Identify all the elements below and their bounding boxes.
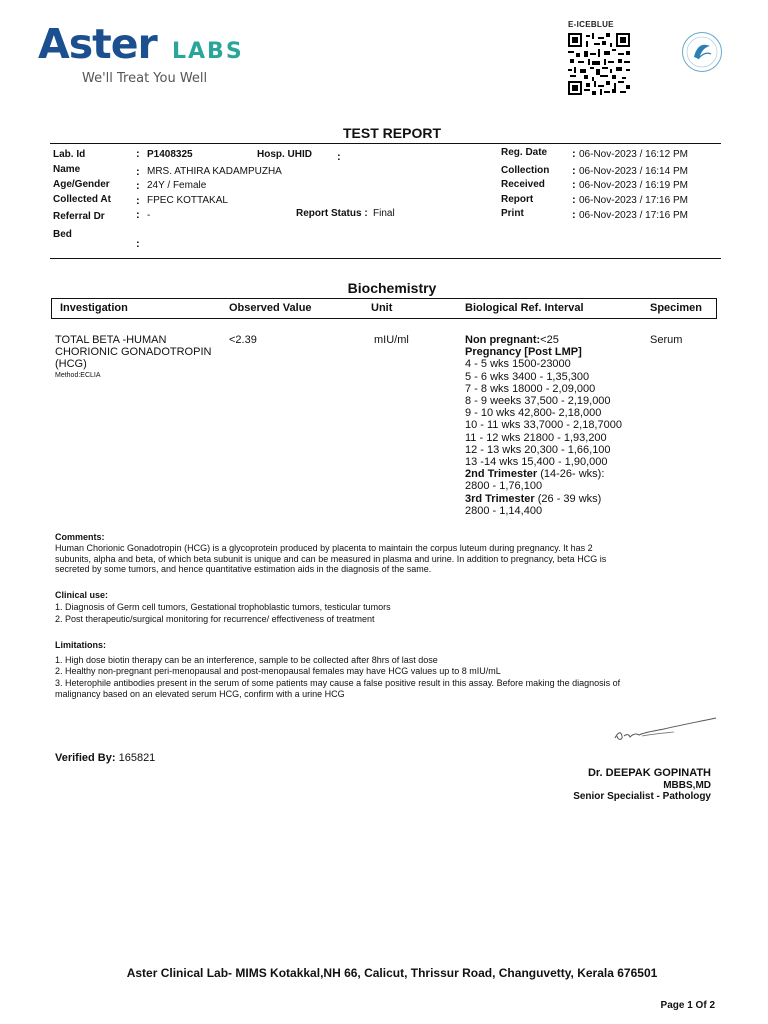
limitations-line: malignancy based on an elevated serum HCG, confirm with a urine HCG	[55, 688, 345, 699]
bed-label: Bed	[53, 229, 72, 240]
colon: :	[572, 209, 576, 221]
ref-2nd-weeks: (14-26- wks):	[537, 468, 605, 481]
ref-week-line: 7 - 8 wks 18000 - 2,09,000	[465, 382, 596, 395]
colon: :	[572, 194, 576, 206]
unit-value: mIU/ml	[374, 334, 409, 346]
ref-2nd-label: 2nd Trimester	[465, 468, 538, 481]
colon: :	[572, 165, 576, 177]
ref-3rd-weeks: (26 - 39 wks)	[534, 492, 602, 505]
investigation-line: CHORIONIC GONADOTROPIN	[55, 346, 212, 359]
specimen-value: Serum	[650, 334, 683, 346]
limitations-text	[55, 655, 705, 700]
collection-value: 06-Nov-2023 / 16:14 PM	[579, 166, 688, 177]
col-investigation: Investigation	[60, 302, 128, 314]
verified-value: 165821	[118, 752, 156, 764]
reg-date-label: Reg. Date	[501, 147, 548, 158]
ref-week-line: 10 - 11 wks 33,7000 - 2,18,7000	[465, 419, 622, 432]
clinical-use-text	[55, 602, 705, 625]
hosp-uhid-label: Hosp. UHID	[257, 149, 312, 160]
brand-tagline: We'll Treat You Well	[82, 71, 208, 86]
report-status-value: Final	[373, 208, 395, 219]
qr-code-icon	[568, 33, 630, 95]
comments-line: subunits, alpha and beta, of which beta subunit is unique and can be measured in plasma and urine. In addition to pregnancy, beta HCG is	[55, 553, 607, 564]
colon: :	[136, 166, 140, 178]
header-rule	[50, 143, 721, 144]
ref-week-line: 11 - 12 wks 21800 - 1,93,200	[465, 431, 607, 444]
comments-line: Human Chorionic Gonadotropin (HCG) is a glycoprotein produced by placenta to maintain the corpus luteum during pregnancy. It has 2	[55, 543, 593, 553]
ref-week-line: 12 - 13 wks 20,300 - 1,66,100	[465, 443, 611, 456]
comments-heading: Comments:	[55, 532, 105, 542]
age-gender-label: Age/Gender	[53, 179, 110, 190]
comments-text	[55, 543, 705, 575]
ref-non-pregnant	[465, 334, 622, 346]
ref-week-line: 8 - 9 weeks 37,500 - 2,19,000	[465, 395, 611, 408]
limitations-line: 1. High dose biotin therapy can be an interference, sample to be collected after 8hrs of last dose	[55, 655, 438, 665]
doctor-name: Dr. DEEPAK GOPINATH	[587, 767, 711, 779]
ref-non-pregnant-label: Non pregnant:	[465, 334, 541, 346]
clinical-use-line: 2. Post therapeutic/surgical monitoring for recurrence/ effectiveness of treatment	[55, 613, 375, 624]
details-rule	[50, 258, 721, 259]
section-title: Biochemistry	[347, 280, 437, 296]
reg-date-value: 06-Nov-2023 / 16:12 PM	[579, 149, 688, 160]
ref-week-line: 5 - 6 wks 3400 - 1,35,300	[465, 370, 590, 383]
investigation-line: TOTAL BETA -HUMAN	[55, 334, 167, 346]
limitations-heading: Limitations:	[55, 640, 106, 650]
doctor-degree: MBBS,MD	[663, 780, 711, 791]
ref-2nd-value: 2800 - 1,76,100	[465, 480, 543, 493]
referral-value: -	[147, 210, 151, 221]
method-text: Method:ECLIA	[55, 372, 101, 379]
colon: :	[572, 179, 576, 191]
limitations-line: 2. Healthy non-pregnant peri-menopausal and post-menopausal females may have HCG values up to 8 mIU/mL	[55, 666, 501, 677]
print-label: Print	[501, 208, 524, 219]
collection-label: Collection	[501, 165, 550, 176]
col-observed-value: Observed Value	[229, 302, 312, 314]
clinical-use-line: 1. Diagnosis of Germ cell tumors, Gestational trophoblastic tumors, testicular tumors	[55, 602, 391, 612]
clinical-use-heading: Clinical use:	[55, 590, 109, 600]
doctor-title: Senior Specialist - Pathology	[573, 791, 711, 802]
observed-value: <2.39	[229, 334, 257, 346]
collected-at-label: Collected At	[53, 194, 111, 205]
colon: :	[136, 180, 140, 192]
colon: :	[136, 209, 140, 221]
investigation-name	[55, 334, 211, 371]
verified-label: Verified By:	[55, 752, 116, 764]
patient-name-value: MRS. ATHIRA KADAMPUZHA	[147, 166, 282, 177]
colon: :	[136, 148, 140, 160]
colon: :	[337, 151, 341, 163]
comments-line: secreted by some tumors, and hence quantitative estimation aids in the diagnosis of the same.	[55, 564, 432, 574]
ref-week-line: 9 - 10 wks 42,800- 2,18,000	[465, 407, 602, 420]
collected-at-value: FPEC KOTTAKAL	[147, 195, 228, 206]
ref-2nd-trimester	[465, 468, 622, 480]
ref-3rd-value: 2800 - 1,14,400	[465, 504, 543, 517]
ref-week-line: 4 - 5 wks 1500-23000	[465, 358, 571, 371]
ref-non-pregnant-value: <25	[540, 334, 559, 346]
print-value: 06-Nov-2023 / 17:16 PM	[579, 210, 688, 221]
ref-3rd-label: 3rd Trimester	[465, 492, 535, 505]
received-label: Received	[501, 179, 545, 190]
age-gender-value: 24Y / Female	[147, 180, 207, 191]
qr-label: E-ICEBLUE	[568, 20, 614, 29]
colon: :	[572, 148, 576, 160]
brand-logo-sub: LABS	[172, 39, 244, 64]
name-label: Name	[53, 164, 81, 175]
report-date-value: 06-Nov-2023 / 17:16 PM	[579, 195, 688, 206]
report-date-label: Report	[501, 194, 534, 205]
colon: :	[136, 195, 140, 207]
ref-3rd-trimester	[465, 493, 622, 505]
signature-icon	[612, 714, 720, 744]
lab-id-value: P1408325	[147, 149, 193, 160]
colon: :	[136, 238, 140, 250]
report-status-label: Report Status :	[296, 208, 368, 219]
verified-by	[55, 752, 155, 764]
lab-id-label: Lab. Id	[53, 149, 86, 160]
ref-week-line: 13 -14 wks 15,400 - 1,90,000	[465, 456, 608, 469]
col-ref-interval: Biological Ref. Interval	[465, 302, 584, 314]
referral-label: Referral Dr	[53, 211, 105, 222]
report-title: TEST REPORT	[342, 125, 441, 141]
col-specimen: Specimen	[650, 302, 702, 314]
brand-logo-name: Aster	[38, 20, 157, 68]
ref-pregnancy-heading: Pregnancy [Post LMP]	[465, 346, 582, 359]
limitations-line: 3. Heterophile antibodies present in the serum of some patients may cause a false positive result in this assay. Before making the diagnosis of	[55, 677, 621, 688]
investigation-line: (HCG)	[55, 358, 87, 371]
footer-address: Aster Clinical Lab- MIMS Kotakkal,NH 66, Calicut, Thrissur Road, Changuvetty, Kerala 676501	[126, 966, 658, 980]
col-unit: Unit	[371, 302, 393, 314]
received-value: 06-Nov-2023 / 16:19 PM	[579, 180, 688, 191]
page-number: Page 1 Of 2	[660, 1000, 715, 1011]
accreditation-seal-icon	[681, 31, 723, 73]
reference-interval	[465, 334, 622, 517]
